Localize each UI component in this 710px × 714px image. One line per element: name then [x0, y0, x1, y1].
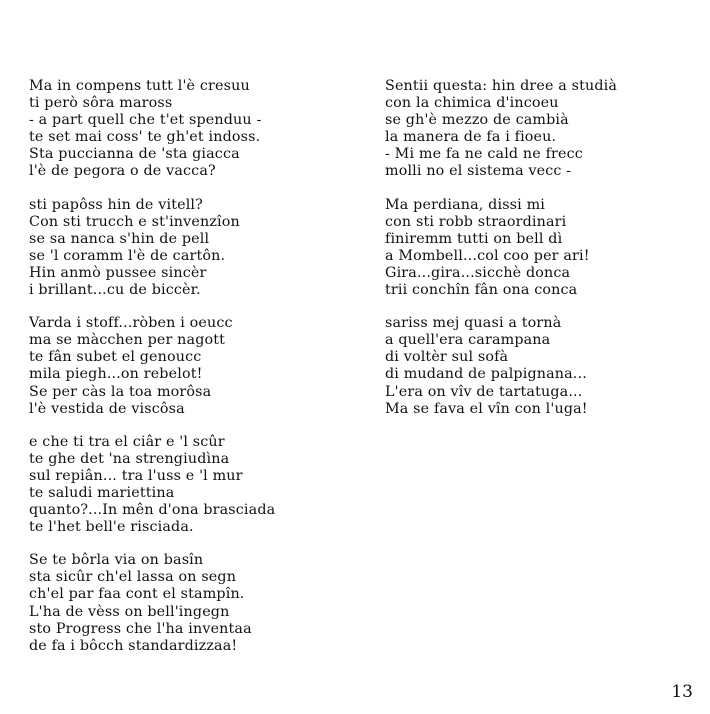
poem-line: te l'het bell'e risciada.	[29, 519, 194, 536]
poem-line: se 'l coramm l'è de cartôn.	[29, 247, 226, 264]
poem-line: la manera de fa i fioeu.	[385, 129, 557, 146]
poem-line: sariss mej quasi a tornà	[385, 315, 562, 332]
poem-line: sto Progress che l'ha inventaa	[29, 620, 252, 637]
poem-line: e che ti tra el ciâr e 'l scûr	[29, 433, 225, 450]
stanza	[29, 197, 359, 300]
poem-line: sti papôss hin de vitell?	[29, 196, 203, 213]
poem-line: ma se màcchen per nagott	[29, 332, 226, 349]
poem-column-left	[29, 78, 359, 671]
stanza	[385, 78, 705, 181]
poem-line: se sa nanca s'hin de pell	[29, 230, 210, 247]
poem-line: Hin anmò pussee sincèr	[29, 264, 207, 281]
poem-line: Se per càs la toa morôsa	[29, 383, 212, 400]
poem-line: con sti robb straordinari	[385, 213, 567, 230]
poem-line: i brillant...cu de biccèr.	[29, 282, 201, 299]
page-number: 13	[671, 682, 693, 702]
poem-line: a Mombell...col coo per ari!	[385, 247, 590, 264]
stanza	[29, 434, 359, 537]
stanza	[29, 78, 359, 181]
poem-line: a quell'era carampana	[385, 332, 551, 349]
poem-line: Sentii questa: hin dree a studià	[385, 78, 618, 94]
poem-line: sul repiân... tra l'uss e 'l mur	[29, 467, 243, 484]
poem-line: Gira...gira...sicchè donca	[385, 264, 571, 281]
poem-line: de fa i bôcch standardizzaa!	[29, 637, 238, 654]
poem-line: te ghe det 'na strengiudìna	[29, 450, 230, 467]
poem-line: finiremm tutti on bell dì	[385, 230, 563, 247]
stanza	[29, 552, 359, 655]
poem-line: Ma se fava el vîn con l'uga!	[385, 400, 588, 417]
stanza	[385, 197, 705, 300]
poem-line: Sta puccianna de 'sta giacca	[29, 146, 240, 163]
poem-line: Varda i stoff...ròben i oeucc	[29, 315, 233, 332]
poem-line: se gh'è mezzo de cambià	[385, 112, 569, 129]
poem-line: ch'el par faa cont el stampîn.	[29, 586, 245, 603]
poem-line: Ma perdiana, dissi mi	[385, 196, 546, 213]
stanza	[385, 315, 705, 418]
poem-line: con la chimica d'incoeu	[385, 95, 559, 112]
poem-line: Se te bôrla via on basîn	[29, 552, 204, 569]
poem-line: Ma in compens tutt l'è cresuu	[29, 78, 250, 94]
poem-line: l'è de pegora o de vacca?	[29, 163, 216, 180]
poem-line: mila piegh...on rebelot!	[29, 366, 203, 383]
poem-line: Con sti trucch e st'invenzîon	[29, 213, 240, 230]
poem-line: - a part quell che t'et spenduu -	[29, 112, 262, 129]
poem-column-right	[385, 78, 705, 434]
poem-line: te set mai coss' te gh'et indoss.	[29, 129, 261, 146]
poem-line: trii conchîn fân ona conca	[385, 282, 578, 299]
poem-line: molli no el sistema vecc -	[385, 163, 572, 180]
poem-line: quanto?...In mên d'ona brasciada	[29, 502, 276, 519]
poem-line: di voltèr sul sofà	[385, 349, 509, 366]
poem-line: di mudand de palpignana...	[385, 366, 587, 383]
poem-line: l'è vestida de viscôsa	[29, 400, 185, 417]
stanza	[29, 315, 359, 418]
poem-line: te fân subet el genoucc	[29, 349, 202, 366]
poem-line: L'ha de vèss on bell'ingegn	[29, 603, 230, 620]
poem-line: te saludi mariettina	[29, 484, 175, 501]
poem-line: sta sicûr ch'el lassa on segn	[29, 569, 237, 586]
poem-line: - Mi me fa ne cald ne frecc	[385, 146, 583, 163]
poem-line: ti però sôra maross	[29, 95, 173, 112]
poem-line: L'era on vîv de tartatuga...	[385, 383, 583, 400]
